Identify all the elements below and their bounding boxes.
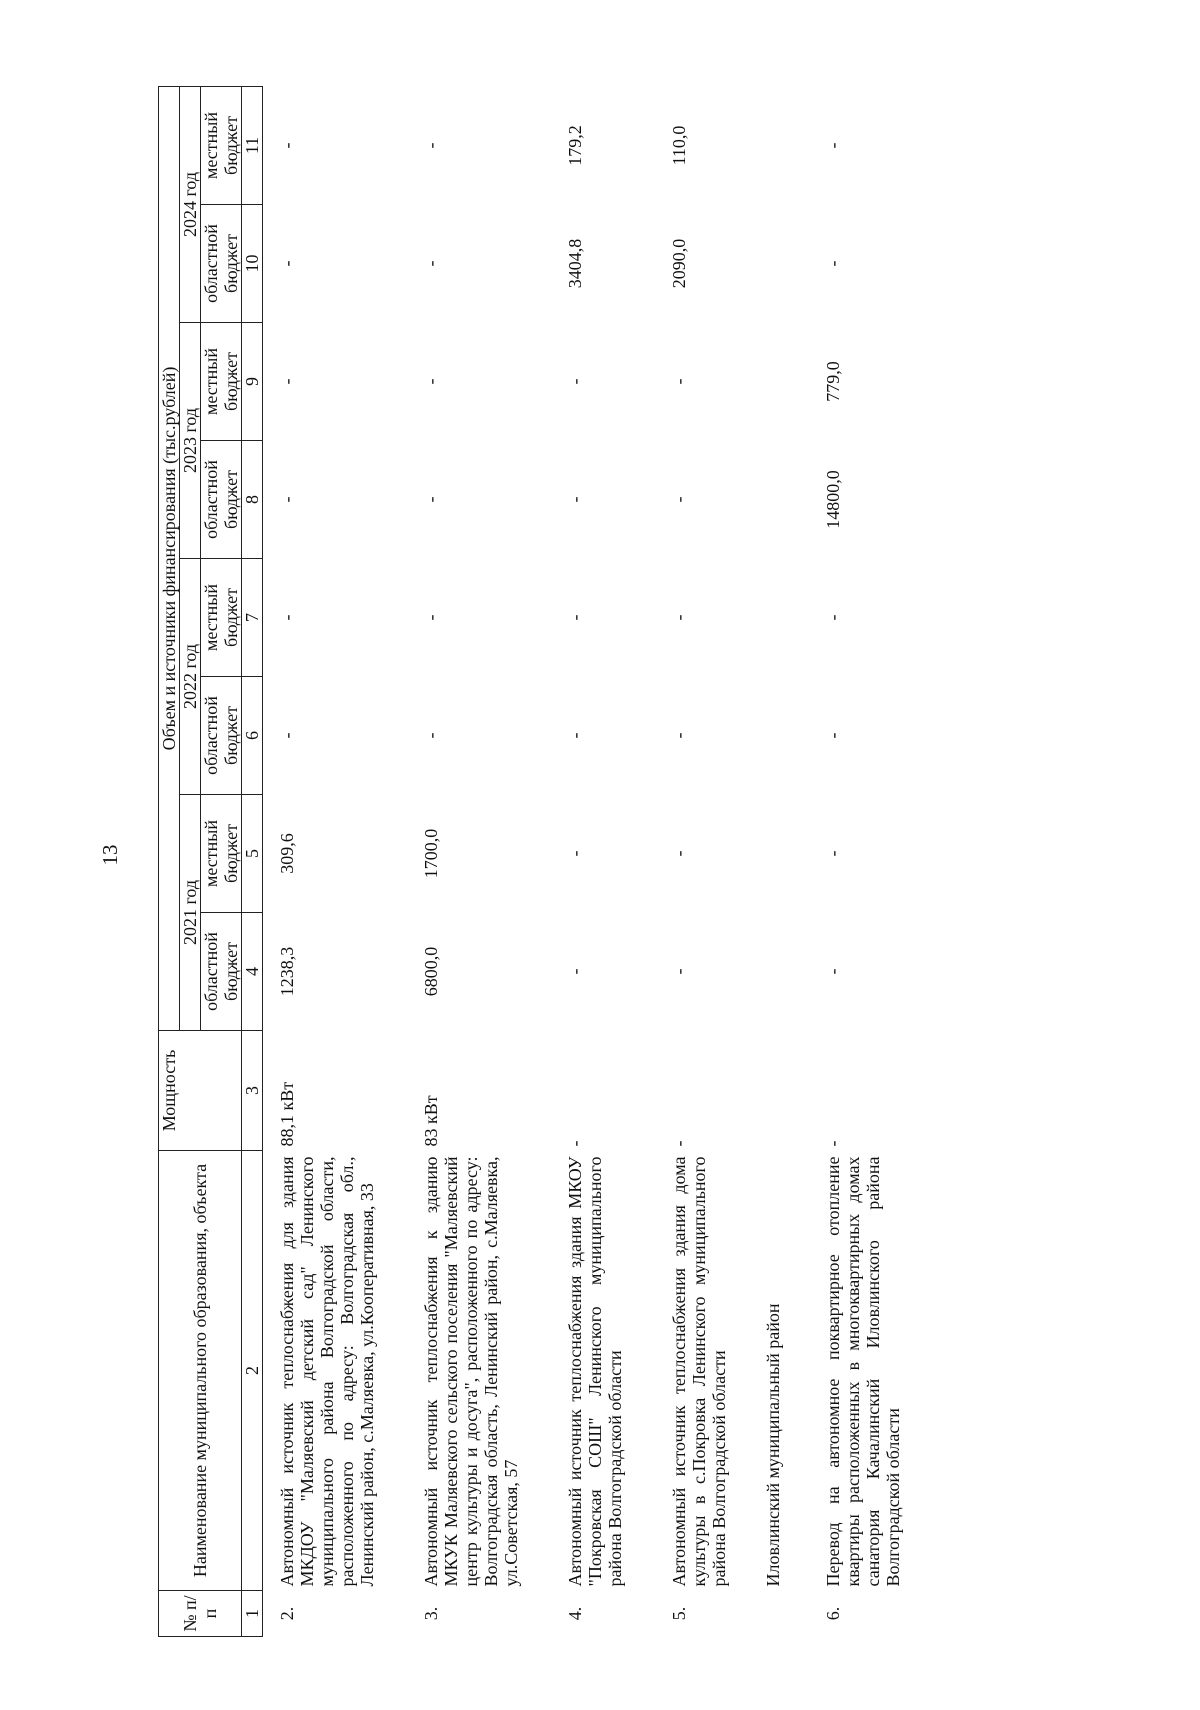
object-name: Автономный источник теплоснабжения здания МКОУ "Покровская СОШ" Ленинского муниципального района Волгоградской области [565,1156,625,1587]
column-number: 10 [242,205,263,323]
budget-value: - [421,142,441,149]
column-number: 9 [242,323,263,441]
table-body [263,86,934,1636]
empty-cell [759,559,809,677]
empty-cell [759,795,809,913]
budget-value: - [669,968,689,975]
budget-value: - [421,378,441,385]
budget-value: - [421,614,441,621]
object-name: Перевод на автономное поквартирное отопление квартиры расположенных в многоквартирных домах санатория Качалинский Иловлинского района Волгоградской области [823,1156,903,1587]
row-number-cell [759,1591,809,1637]
column-number: 8 [242,441,263,559]
budget-value: - [277,260,297,267]
budget-value: - [277,732,297,739]
row-number: 2. [277,1606,297,1621]
header-year: 2024 год [180,86,201,322]
row-number: 3. [421,1606,441,1621]
budget-value: - [823,850,843,857]
column-number: 2 [242,1151,263,1591]
budget-value: 309,6 [277,833,297,874]
empty-cell [759,441,809,559]
budget-value: 110,0 [669,125,689,166]
empty-cell [759,86,809,204]
column-number: 4 [242,913,263,1031]
budget-value: 14800,0 [823,470,843,529]
empty-cell [759,913,809,1031]
header-local-budget: местный бюджет [201,795,242,913]
budget-value: 179,2 [565,125,585,166]
header-local-budget: местный бюджет [201,86,242,204]
empty-cell [759,323,809,441]
header-regional-budget: областной бюджет [201,205,242,323]
header-name: Наименование муниципального образования, объекта [159,1151,242,1591]
header-power: Мощность [159,1031,242,1151]
budget-value: - [565,968,585,975]
financing-table-rotated [158,87,1158,1637]
power-value: - [565,1140,585,1147]
budget-value: - [669,732,689,739]
power-value: - [823,1140,843,1147]
budget-value: - [421,496,441,503]
header-regional-budget: областной бюджет [201,677,242,795]
budget-value: - [421,260,441,267]
object-name: Автономный источник теплоснабжения для здания МКДОУ "Маляевский детский сад" Ленинского муниципального района Волгоградской области, расположенного по адресу: Волгоградская обл., Ленинский район, с.Маляевка, ул.Кооперативная, 33 [277,1156,377,1587]
budget-value: - [565,496,585,503]
budget-value: - [823,614,843,621]
budget-value: - [565,614,585,621]
header-financing: Объем и источники финансирования (тыс.рублей) [159,86,180,1030]
header-local-budget: местный бюджет [201,559,242,677]
page-number: 13 [98,844,122,866]
header-year: 2023 год [180,323,201,559]
budget-value: - [277,378,297,385]
row-number: 5. [669,1606,689,1621]
column-number: 6 [242,677,263,795]
budget-value: - [669,850,689,857]
row-number: 4. [565,1606,585,1621]
header-regional-budget: областной бюджет [201,441,242,559]
empty-cell [759,677,809,795]
column-number: 5 [242,795,263,913]
table-row [655,86,759,1636]
budget-value: - [277,614,297,621]
budget-value: 6800,0 [421,946,441,997]
budget-value: - [669,614,689,621]
budget-value: - [823,968,843,975]
district-name: Иловлинский муниципальный район [763,1303,783,1587]
power-value: 88,1 кВт [277,1081,297,1147]
table-row [551,86,655,1636]
budget-value: - [669,378,689,385]
header-regional-budget: областной бюджет [201,913,242,1031]
budget-value: - [823,732,843,739]
budget-value: - [277,142,297,149]
budget-value: - [565,378,585,385]
object-name: Автономный источник теплоснабжения здания дома культуры в с.Покровка Ленинского муниципального района Волгоградской области [669,1156,729,1587]
header-local-budget: местный бюджет [201,323,242,441]
budget-value: - [823,260,843,267]
budget-value: 779,0 [823,361,843,402]
column-number: 7 [242,559,263,677]
object-name: Автономный источник теплоснабжения к зданию МКУК Маляевского сельского поселения "Маляевский центр культуры и досуга", расположенного по адресу: Волгоградская область, Ленинский район, с.Маляевка, ул.Советская, 57 [421,1156,521,1587]
header-year: 2021 год [180,795,201,1031]
budget-value: - [421,732,441,739]
financing-table [158,86,933,1637]
budget-value: - [823,142,843,149]
budget-value: 1700,0 [421,828,441,879]
budget-value: 1238,3 [277,946,297,997]
header-no: № п/п [159,1591,242,1637]
budget-value: 3404,8 [565,238,585,289]
budget-value: - [277,496,297,503]
budget-value: - [565,732,585,739]
column-number: 11 [242,86,263,204]
table-row [263,86,408,1636]
table-header [159,86,263,1636]
budget-value: - [565,850,585,857]
column-number: 1 [242,1591,263,1637]
header-year: 2022 год [180,559,201,795]
district-row [759,86,809,1636]
empty-cell [759,205,809,323]
column-number: 3 [242,1031,263,1151]
budget-value: - [669,496,689,503]
table-row [809,86,933,1636]
power-value: 83 кВт [421,1095,441,1147]
table-row [407,86,551,1636]
empty-cell [759,1031,809,1151]
budget-value: 2090,0 [669,238,689,289]
row-number: 6. [823,1606,843,1621]
power-value: - [669,1140,689,1147]
